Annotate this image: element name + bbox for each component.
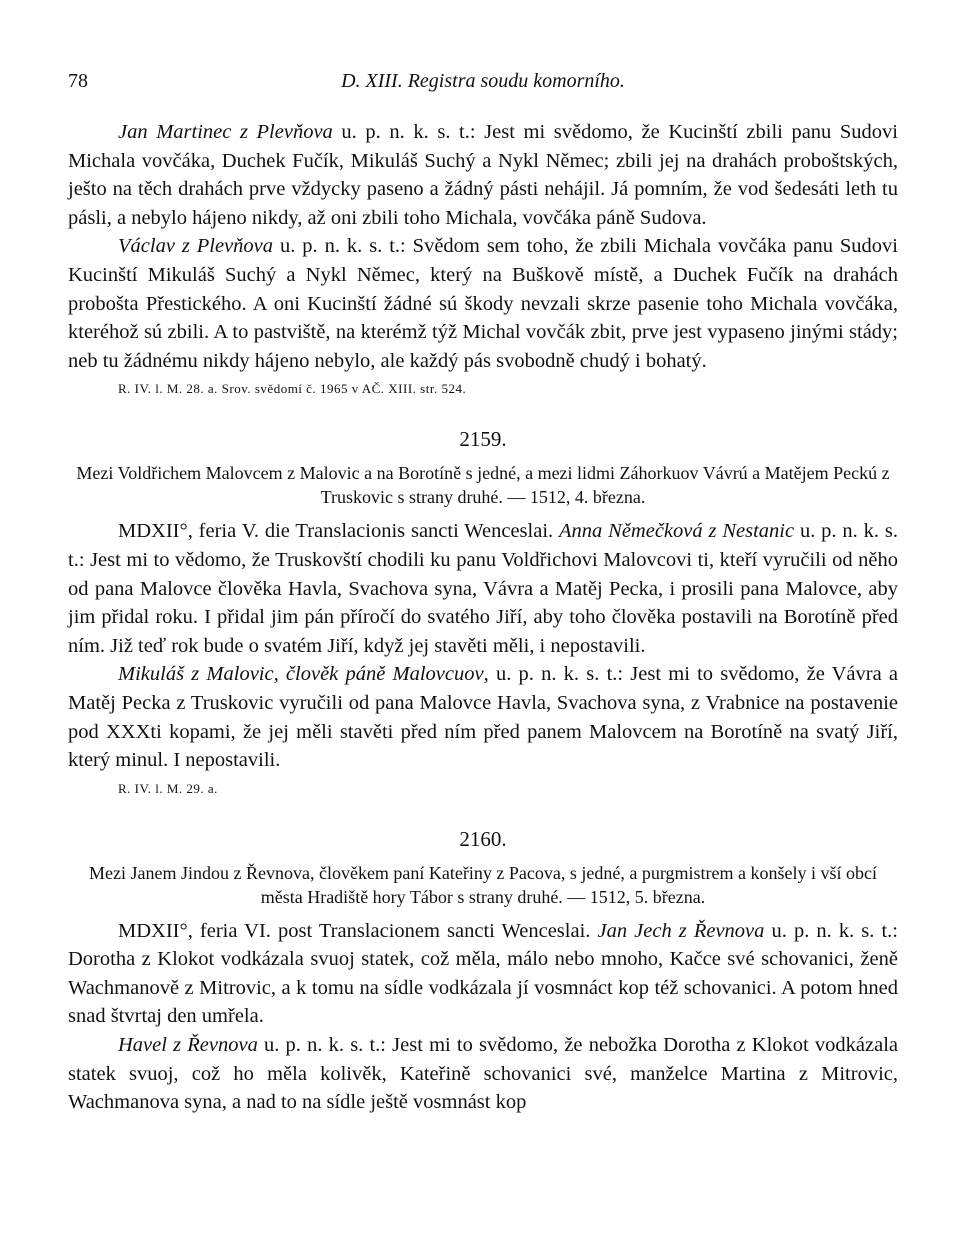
- testimony-paragraph: [68, 118, 898, 232]
- witness-name: Jan Jech z Řevnova: [597, 919, 765, 942]
- source-reference: R. IV. l. M. 28. a. Srov. svědomí č. 1965 v AČ. XIII. str. 524.: [118, 381, 467, 397]
- testimony-text: u. p. n. k. s. t.: Svědom sem toho, že zbili Michala vovčáka panu Sudovi Kucinští Mikuláš Suchý a Nykl Němec, který na Buškově místě, a Duchek Fučík na drahách probošta Přestického. A oni Kucinští žádné sú škody nevzali skrze pasenie toho Michala vovčáka, kteréhož sú zbili. A to pastviště, na kterémž týž Michal vovčák zbit, prve jest vypaseno jinými stády; neb tu žádnému nikdy hájeno nebylo, ale každý pás svobodně chudý i bohatý.: [68, 235, 898, 372]
- date-formula: MDXII°, feria V. die Translacionis sancti Wenceslai.: [118, 520, 560, 543]
- body-text: [68, 118, 898, 1117]
- entry-number: 2160.: [459, 826, 507, 851]
- page-header: [68, 62, 898, 102]
- witness-name: Havel z Řevnova: [118, 1034, 258, 1057]
- testimony-paragraph: [68, 517, 898, 660]
- witness-name: Anna Němečková z Nestanic: [559, 520, 795, 543]
- testimony-paragraph: [68, 232, 898, 375]
- testimony-paragraph: [68, 660, 898, 774]
- page-number: 78: [68, 70, 88, 92]
- date-formula: MDXII°, feria VI. post Translacionem sancti Wenceslai.: [118, 919, 598, 942]
- testimony-paragraph: [68, 1031, 898, 1117]
- document-page: [68, 62, 898, 1117]
- testimony-paragraph: [68, 917, 898, 1031]
- testimony-text: u. p. n. k. s. t.: Dorotha z Klokot vodkázala svuoj statek, což měla, málo nebo mnoho, Kačce své schovanici, ženě Wachmanově z Mitrovic, a k tomu na sídle vodkázala jí vosmnáct kop též schovanici. A potom hned snad štvrtaj den umřela.: [68, 919, 899, 1028]
- testimony-text: u. p. n. k. s. t.: Jest mi svědomo, že Kucinští zbili panu Sudovi Michala vovčáka, Duchek Fučík, Mikuláš Suchý a Nykl Němec; zbili jej na drahách proboštských, ješto na těch drahách prve vždycky paseno a žádný pásti nehájil. Já pomním, že vod šedesáti leth tu pásli, a nebylo hájeno nikdy, až oni zbili toho Michala, vovčáka páně Sudova.: [68, 121, 898, 229]
- testimony-text: , u. p. n. k. s. t.: Jest mi to svědomo, že Vávra a Matěj Pecka z Truskovic vyručili od pana Malovce Havla, Svachova syna, z Vrabnice na postavenie pod XXXti kopami, že jej měli stavěti před ním před panem Malovcem na Borotíně na svatý Jiří, který minul. I nepostavili.: [68, 663, 899, 772]
- source-reference: R. IV. l. M. 29. a.: [118, 780, 218, 796]
- witness-name: Václav z Plevňova: [118, 235, 274, 258]
- running-title: D. XIII. Registra soudu komorního.: [341, 70, 625, 92]
- testimony-text: u. p. n. k. s. t.: Jest mi to vědomo, že Truskovští chodili ku panu Voldřichovi Malovcovi ti, kteří vyručili od něho od pana Malovce člověka Havla, Svachova syna, Vávra a Matěj Pecka, i prosili pana Malovce, aby jim přidal roku. I přidal jim pán příročí do svatého Jiří, aby toho člověka postavili na Borotíně před ním. Již teď rok bude o svatém Jiří, když jej stavěti měli, i nepostavili.: [68, 520, 898, 657]
- entry-number: 2159.: [459, 427, 507, 452]
- witness-name: Jan Martinec z Plevňova: [118, 121, 333, 143]
- entry-summary: Mezi Janem Jindou z Řevnova, člověkem paní Kateřiny z Pacova, s jedné, a purgmistrem a konšely i vší obcí města Hradiště hory Tábor s strany druhé. — 1512, 5. března.: [89, 862, 877, 907]
- testimony-text: u. p. n. k. s. t.: Jest mi to svědomo, že nebožka Dorotha z Klokot vodkázala statek svuoj, což ho měla kolivěk, Kateřině schovanici své, manželce Martina z Mitrovic, Wachmanova syna, a nad to na sídle ještě vosmnást kop: [68, 1034, 898, 1114]
- witness-name: Mikuláš z Malovic, člověk páně Malovcuov: [118, 663, 484, 686]
- entry-summary: Mezi Voldřichem Malovcem z Malovic a na Borotíně s jedné, a mezi lidmi Záhorkuov Vávrú a Matějem Peckú z Truskovic s strany druhé. — 1512, 4. března.: [76, 463, 890, 508]
